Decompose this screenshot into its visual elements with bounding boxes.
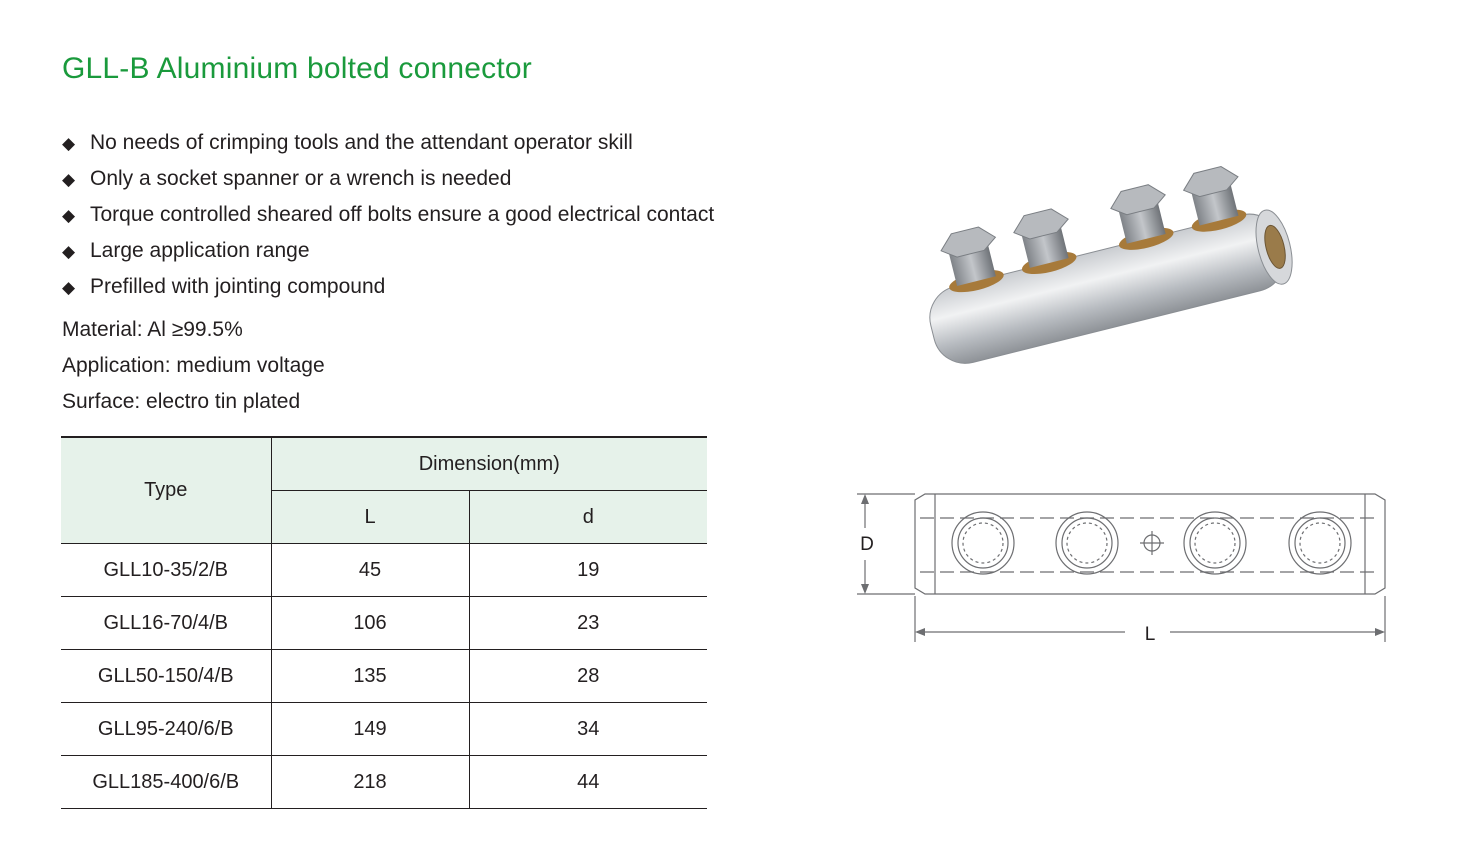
- d-dimension-label: D: [860, 534, 874, 555]
- surface-spec: Surface: electro tin plated: [62, 390, 301, 413]
- l-cell: 218: [271, 756, 469, 809]
- feature-text: Large application range: [90, 239, 310, 262]
- l-cell: 135: [271, 650, 469, 703]
- diamond-bullet-icon: ◆: [62, 242, 76, 261]
- feature-text: Only a socket spanner or a wrench is needed: [90, 167, 512, 190]
- diamond-bullet-icon: ◆: [62, 134, 76, 153]
- l-dimension-label: L: [1144, 624, 1156, 645]
- page-title: GLL-B Aluminium bolted connector: [62, 52, 532, 85]
- feature-text: No needs of crimping tools and the attendant operator skill: [90, 131, 633, 154]
- table-row: [61, 703, 707, 756]
- d-cell: 19: [469, 544, 707, 597]
- feature-item: [62, 161, 714, 197]
- feature-item: [62, 125, 714, 161]
- type-cell: GLL10-35/2/B: [61, 544, 271, 597]
- specs-block: [62, 312, 325, 420]
- material-spec: Material: Al ≥99.5%: [62, 318, 243, 341]
- table-row: [61, 650, 707, 703]
- type-cell: GLL185-400/6/B: [61, 756, 271, 809]
- type-cell: GLL16-70/4/B: [61, 597, 271, 650]
- table-row: [61, 756, 707, 809]
- type-cell: GLL95-240/6/B: [61, 703, 271, 756]
- dimension-table: [61, 436, 707, 809]
- feature-list: [62, 125, 714, 305]
- dimension-drawing: [845, 480, 1405, 650]
- type-cell: GLL50-150/4/B: [61, 650, 271, 703]
- feature-item: [62, 269, 714, 305]
- d-header: d: [469, 491, 707, 544]
- l-cell: 106: [271, 597, 469, 650]
- feature-text: Prefilled with jointing compound: [90, 275, 386, 298]
- diamond-bullet-icon: ◆: [62, 206, 76, 225]
- application-spec: Application: medium voltage: [62, 354, 325, 377]
- d-cell: 28: [469, 650, 707, 703]
- feature-item: [62, 197, 714, 233]
- l-cell: 45: [271, 544, 469, 597]
- diamond-bullet-icon: ◆: [62, 278, 76, 297]
- d-cell: 44: [469, 756, 707, 809]
- feature-item: [62, 233, 714, 269]
- d-cell: 34: [469, 703, 707, 756]
- diamond-bullet-icon: ◆: [62, 170, 76, 189]
- table-row: [61, 544, 707, 597]
- l-header: L: [271, 491, 469, 544]
- feature-text: Torque controlled sheared off bolts ensure a good electrical contact: [90, 203, 715, 226]
- type-header: Type: [61, 437, 271, 544]
- table-row: [61, 597, 707, 650]
- d-cell: 23: [469, 597, 707, 650]
- l-cell: 149: [271, 703, 469, 756]
- dimension-header: Dimension(mm): [271, 437, 707, 491]
- connector-photo: [905, 140, 1305, 380]
